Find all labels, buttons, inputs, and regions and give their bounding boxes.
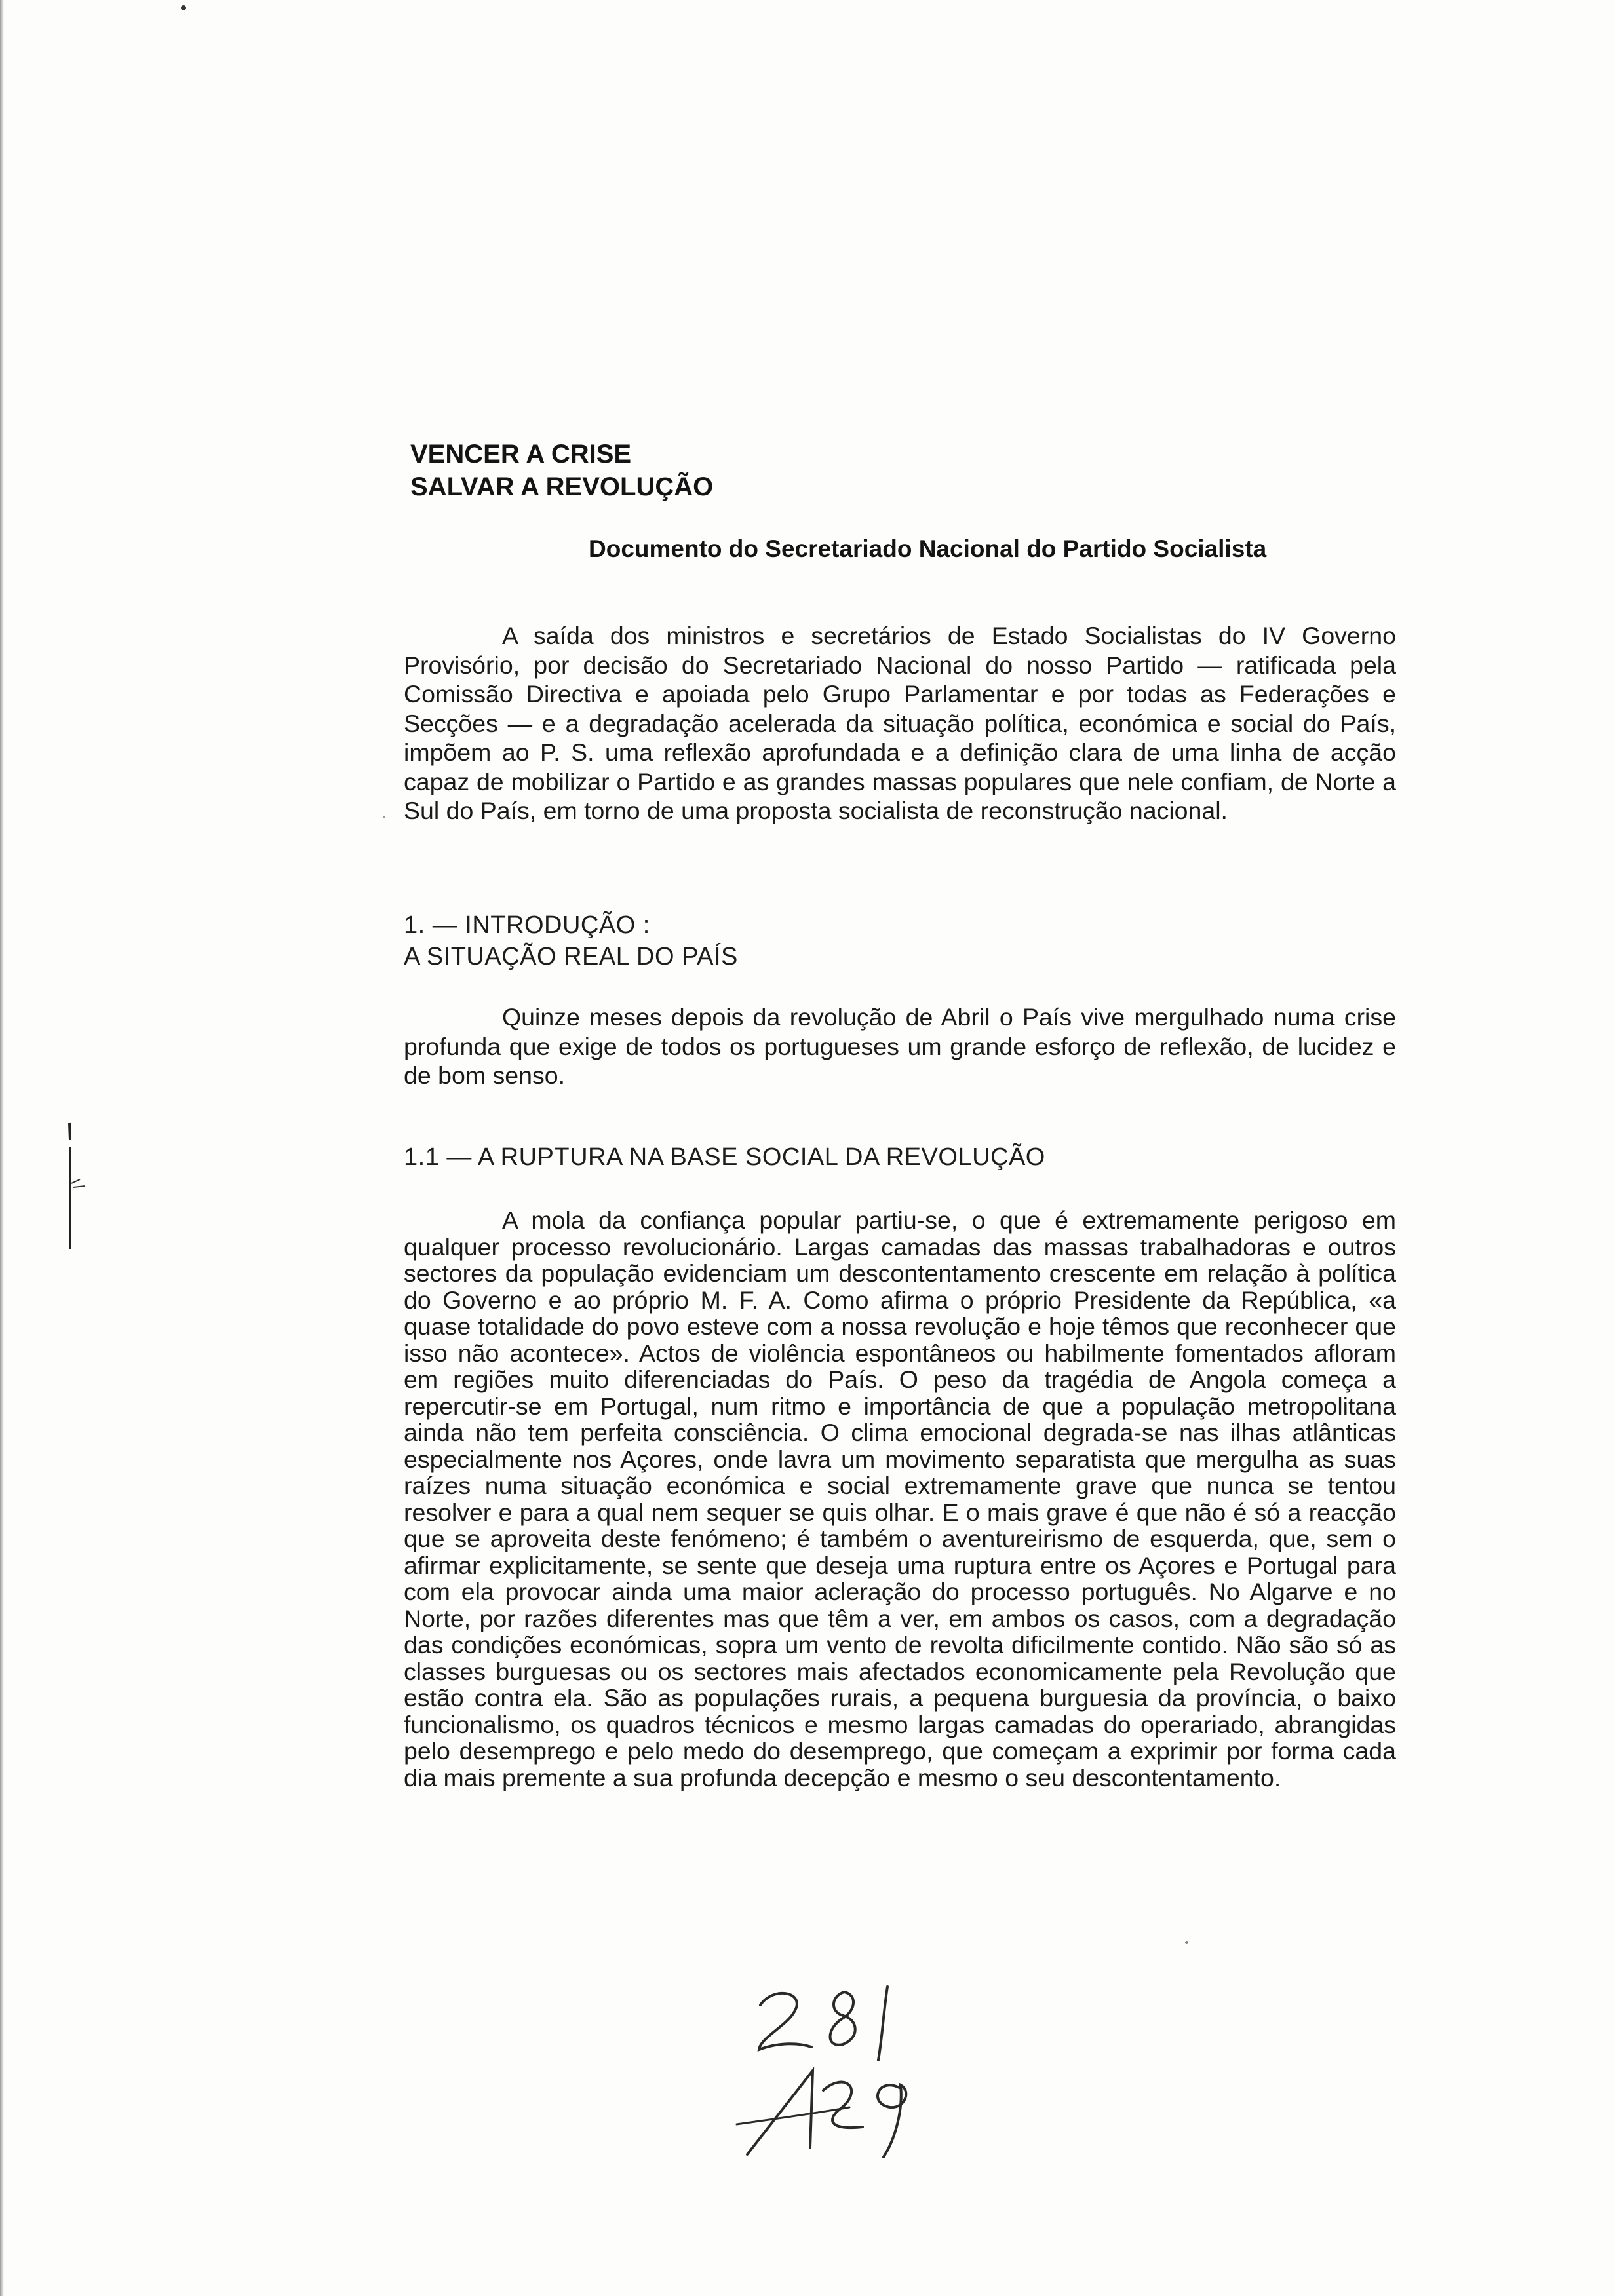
section-1-text: Quinze meses depois da revolução de Abril o País vive mergulhado numa crise profunda que exige de todos os portugueses um grande esforço de reflexão, de lucidez e de bom senso. xyxy=(404,1003,1396,1089)
scan-speck xyxy=(181,5,186,10)
scan-speck xyxy=(1185,1941,1188,1944)
title-line-2: SALVAR A REVOLUÇÃO xyxy=(410,472,714,501)
scan-edge-shadow xyxy=(0,0,4,2296)
intro-text: A saída dos ministros e secretários de Estado Socialistas do IV Governo Provisório, por decisão do Secretariado Nacional do nosso Partido — ratificada pela Comissão Directiva e apoiada pelo Grupo Parlamentar e por todas as Federações e Secções — e a degradação acelerada da situação política, económica e social do País, impõem ao P. S. uma reflexão aprofundada e a definição clara de uma linha de acção capaz de mobilizar o Partido e as grandes massas populares que nele confiam, de Norte a Sul do País, em torno de uma proposta socialista de reconstrução nacional. xyxy=(404,622,1396,824)
section-1-1-paragraph xyxy=(404,1207,1396,1791)
intro-paragraph xyxy=(404,621,1396,826)
section-1-paragraph xyxy=(404,1003,1396,1090)
section-1-heading-line-2: A SITUAÇÃO REAL DO PAÍS xyxy=(404,943,738,970)
scan-speck xyxy=(383,816,385,818)
section-1-1-heading: 1.1 — A RUPTURA NA BASE SOCIAL DA REVOLUÇÃO xyxy=(404,1143,1045,1171)
handwritten-page-numbers xyxy=(734,1979,944,2175)
document-title xyxy=(410,438,1066,503)
title-line-1: VENCER A CRISE xyxy=(410,440,632,469)
section-1-1-text: A mola da confiança popular partiu-se, o que é extremamente perigoso em qualquer processo revolucionário. Largas camadas das massas trabalhadoras e outros sectores da população evidenciam um descontentamento crescente em relação à política do Governo e ao próprio M. F. A. Como afirma o próprio Presidente da República, «a quase totalidade do povo esteve com a nossa revolução e hoje têmos que reconhecer que isso não acontece». Actos de violência espontâneos ou habilmente fomentados afloram em regiões muito diferenciadas do País. O peso da tragédia de Angola começa a repercutir-se em Portugal, num ritmo e importância de que a população metropolitana ainda não tem perfeita consciência. O clima emocional degrada-se nas ilhas atlânticas especialmente nos Açores, onde lavra um movimento separatista que mergulha as suas raízes numa situação económica e social extremamente grave que nunca se tentou resolver e para a qual nem sequer se quis olhar. E o mais grave é que não é só a reacção que se aproveita deste fenómeno; é também o aventureirismo de esquerda, que, sem o afirmar explicitamente, se sente que deseja uma ruptura entre os Açores e Portugal para com ela provocar ainda uma maior acleração do processo português. No Algarve e no Norte, por razões diferentes mas que têm a ver, em ambos os casos, com a degradação das condições económicas, sopra um vento de revolta dificilmente contido. Não são só as classes burguesas ou os sectores mais afectados economicamente pela Revolução que estão contra ela. São as populações rurais, a pequena burguesia da província, o baixo funcionalismo, os quadros técnicos e mesmo largas camadas do operariado, abrangidas pelo desemprego e pelo medo do desemprego, que começam a exprimir por forma cada dia mais premente a sua profunda decepção e mesmo o seu descontentamento. xyxy=(404,1206,1396,1791)
section-1-heading-line-1: 1. — INTRODUÇÃO : xyxy=(404,911,650,939)
margin-bracket-mark xyxy=(66,1120,92,1252)
section-1-heading xyxy=(404,909,1387,972)
document-subtitle: Documento do Secretariado Nacional do Partido Socialista xyxy=(589,535,1267,562)
